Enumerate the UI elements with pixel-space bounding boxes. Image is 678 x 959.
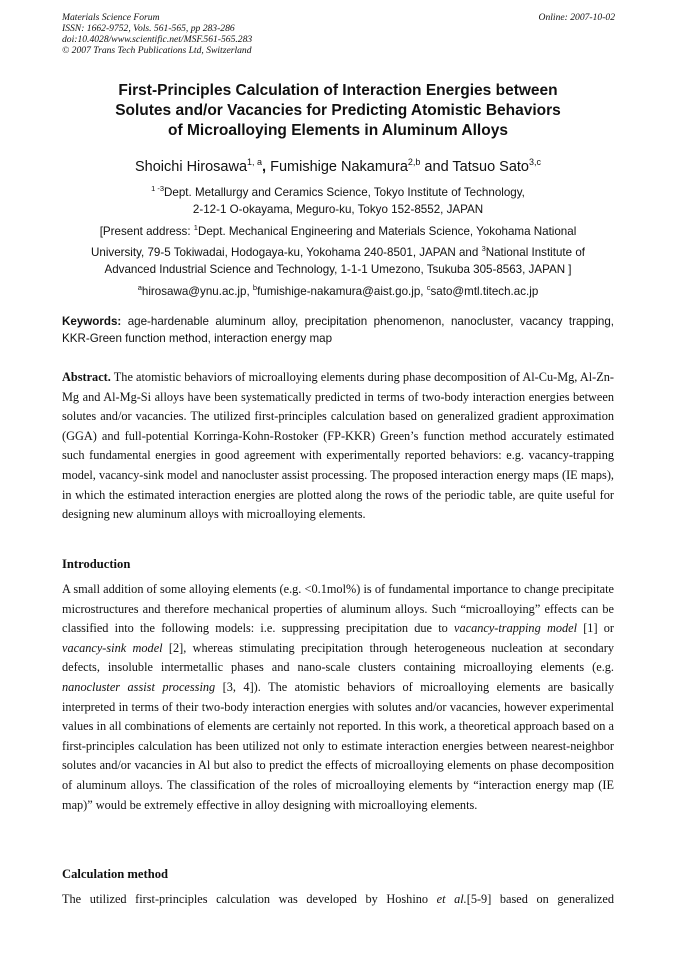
author-1-marker: 1, a (247, 157, 263, 167)
keywords-label: Keywords: (62, 315, 122, 328)
online-date: Online: 2007-10-02 (538, 12, 615, 23)
abstract-label: Abstract. (62, 370, 111, 384)
introduction-paragraph (62, 580, 614, 815)
copyright-line: © 2007 Trans Tech Publications Ltd, Switzerland (62, 45, 252, 56)
publication-info (62, 12, 252, 56)
abstract-text: The atomistic behaviors of microalloying elements during phase decomposition of Al-Cu-Mg, Al-Zn-Mg and Al-Mg-Si alloys have been systematically predicted in terms of two-body interaction energies between solutes and/or vacancies. The utilized first-principles calculation based on generalized gradient approximation (GGA) and full-potential Korringa-Kohn-Rostoker (FP-KKR) Green’s function method accurately estimated such fundamental energies in good agreement with experimentally reported behaviors: e.g. vacancy-trapping model, vacancy-sink model and nanocluster assist processing. The proposed interaction energy maps (IE maps), in which the estimated interaction energies are plotted along the rows of the periodic table, are quite useful for designing new aluminum alloys with microalloying elements. (62, 370, 614, 522)
title-line-3: of Microalloying Elements in Aluminum Alloys (168, 122, 508, 139)
author-2-marker: 2,b (407, 157, 421, 167)
affiliation-line-3 (62, 219, 614, 240)
emphasis-text: vacancy-sink model (62, 640, 163, 655)
calculation-paragraph (62, 890, 614, 910)
author-3-marker: 3,c (528, 157, 541, 167)
author-2: Fumishige Nakamura (266, 158, 408, 175)
body-text: The utilized first-principles calculation was developed by Hoshino (62, 892, 437, 906)
author-conjunction: and (420, 158, 453, 175)
email-marker: b (252, 282, 258, 292)
emphasis-text: vacancy-trapping model (454, 621, 577, 636)
emphasis-text: et al. (436, 892, 467, 906)
affiliation-line-2: 2-12-1 O-okayama, Meguro-ku, Tokyo 152-8552, JAPAN (192, 203, 484, 217)
affiliation-text: National Institute of (485, 245, 585, 259)
affiliation-line-1 (62, 180, 614, 201)
affiliation-line-4 (62, 240, 614, 261)
email-line (62, 279, 614, 300)
author-1: Shoichi Hirosawa (134, 158, 248, 175)
affiliations (62, 180, 614, 300)
body-text: [1] or (577, 621, 614, 636)
title-line-1: First-Principles Calculation of Interaction Energies between (118, 82, 558, 99)
keywords-text: age-hardenable aluminum alloy, precipitation phenomenon, nanocluster, vacancy trapping, KKR-Green function method, interaction energy map (62, 315, 614, 346)
affiliation-marker: 1 (193, 222, 198, 232)
email-c[interactable]: sato@mtl.titech.ac.jp (430, 284, 539, 298)
calculation-heading: Calculation method (62, 867, 169, 881)
body-text: [3, 4]). The atomistic behaviors of microalloying elements are basically interpreted in terms of their two-body interaction energies with solutes and/or vacancies, however experimental values in all combinations of elements are certainly not reported. In this work, a theoretical approach based on a first-principles calculation has been utilized not only to estimate interaction energies between nearest-neighbor solutes and/or vacancies in Al but also to predict the effects of microalloying elements on phase decomposition of aluminum alloys. The classification of the roles of microalloying elements by “interaction energy map (IE map)” would be extremely effective in alloy designing with microalloying elements. (62, 679, 615, 812)
affiliation-text: University, 79-5 Tokiwadai, Hodogaya-ku, Yokohama 240-8501, JAPAN and (91, 245, 482, 259)
affiliation-marker: 3 (481, 243, 486, 253)
paper-title (62, 81, 614, 141)
email-a[interactable]: hirosawa@ynu.ac.jp, (141, 284, 253, 298)
email-marker: c (426, 282, 431, 292)
affiliation-line-5: Advanced Industrial Science and Technology, 1-1-1 Umezono, Tsukuba 305-8563, JAPAN ] (104, 263, 572, 277)
body-text: [2], whereas stimulating precipitation through heterogeneous nucleation at secondary defects, insoluble intermetallic phases and nano-scale clusters containing microalloying elements (e.g. (62, 640, 614, 675)
author-list (62, 153, 614, 176)
affiliation-marker: 1 -3 (151, 184, 165, 193)
author-separator: , (262, 158, 267, 175)
emphasis-text: nanocluster assist processing (62, 679, 216, 694)
title-line-2: Solutes and/or Vacancies for Predicting Atomistic Behaviors (115, 102, 561, 119)
issn-line: ISSN: 1662-9752, Vols. 561-565, pp 283-286 (62, 23, 235, 34)
body-text: A small addition of some alloying elements (e.g. <0.1mol%) is of fundamental importance to change precipitate microstructures and therefore mechanical properties of aluminum alloys. Such “microalloying” effects can be classified into the following models: i.e. suppressing precipitation due to (62, 582, 614, 636)
body-text: [5-9] based on generalized (466, 892, 615, 906)
affiliation-text: Dept. Mechanical Engineering and Materials Science, Yokohama National (197, 224, 577, 238)
doi-line[interactable]: doi:10.4028/www.scientific.net/MSF.561-565.283 (62, 34, 253, 45)
introduction-heading: Introduction (62, 557, 131, 571)
email-marker: a (137, 282, 142, 292)
present-address-label: [Present address: (99, 224, 194, 238)
journal-name: Materials Science Forum (62, 12, 160, 23)
keywords-paragraph (62, 313, 614, 348)
author-3: Tatsuo Sato (452, 158, 529, 175)
affiliation-text: Dept. Metallurgy and Ceramics Science, Tokyo Institute of Technology, (164, 185, 525, 199)
abstract-paragraph (62, 368, 614, 525)
email-b[interactable]: fumishige-nakamura@aist.go.jp, (257, 284, 427, 298)
